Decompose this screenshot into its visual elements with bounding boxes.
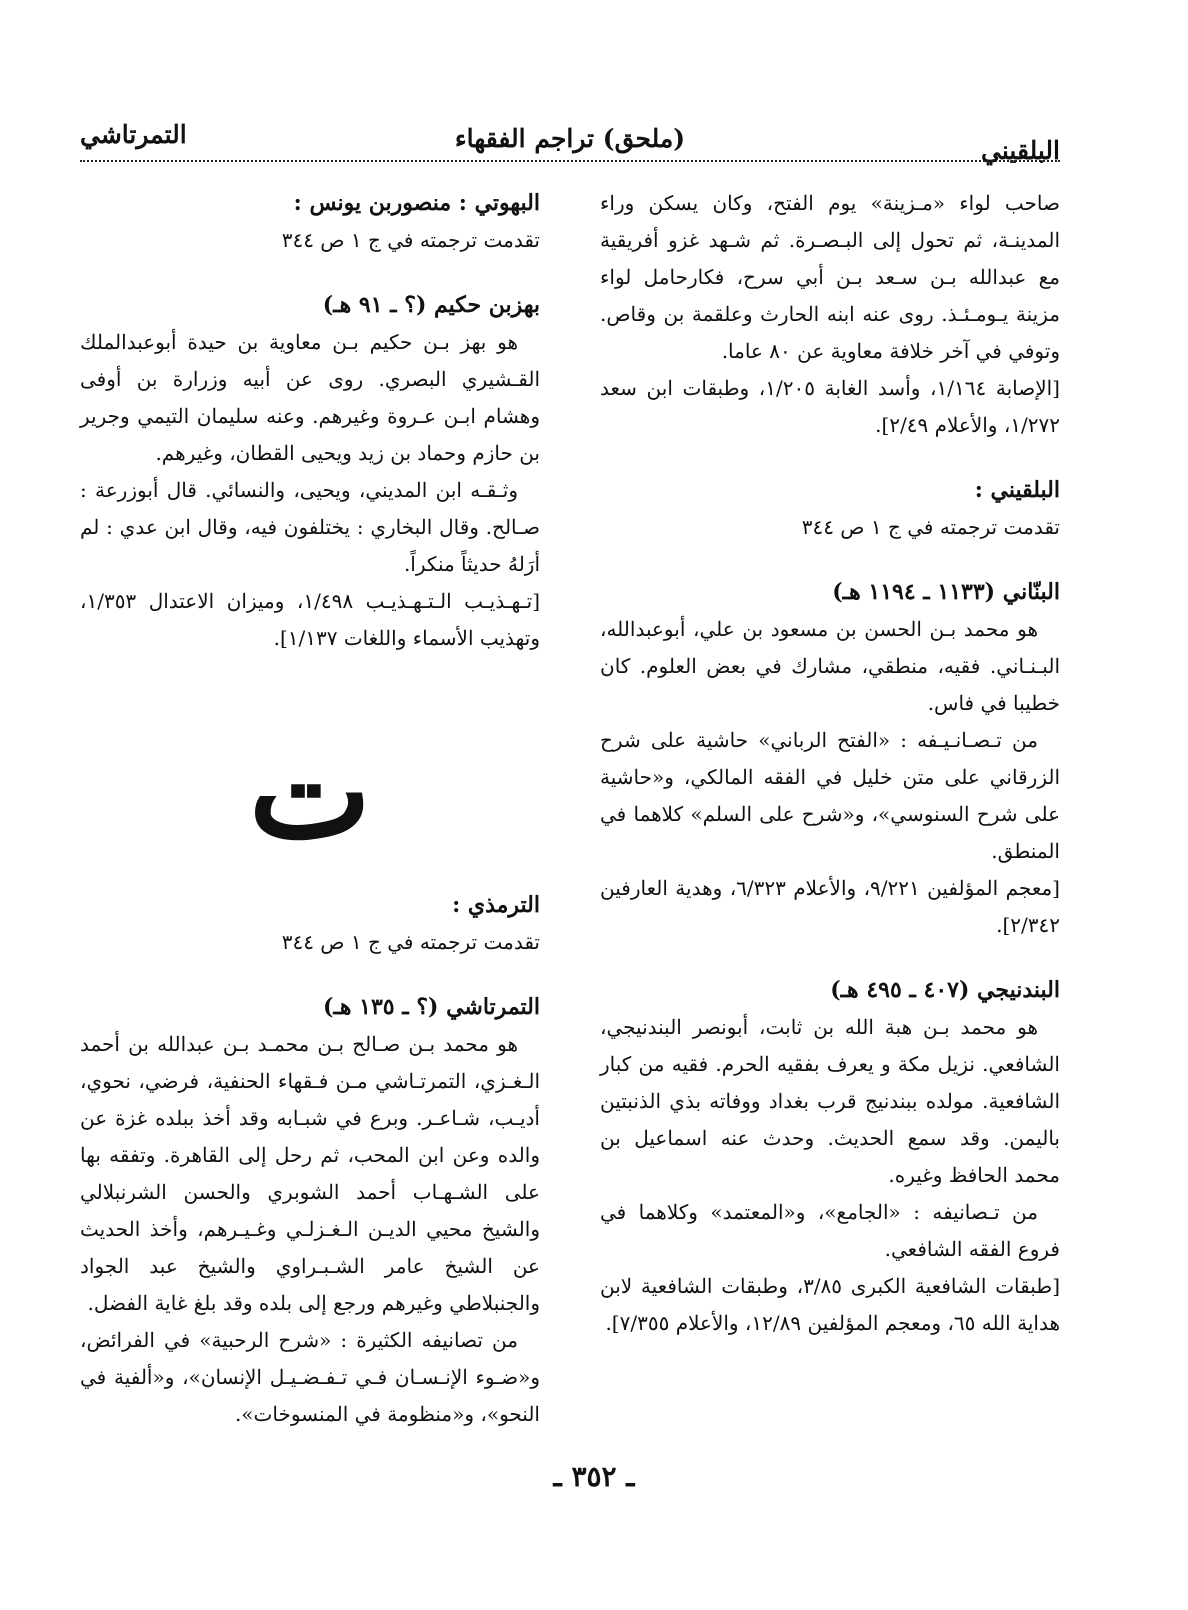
entry-paragraph: من تـصـانـيـفه : «الفتح الرباني» حاشية على شرح الزرقاني على متن خليل في الفقه المالكي، و«حاشية على شرح السنوسي»، و«شرح على السلم» كلاهما في المنطق. [600, 728, 1060, 863]
header-right-headword: البلقيني [981, 136, 1060, 165]
entry-paragraph: من تـصانيفه : «الجامع»، و«المعتمد» وكلاهما في فروع الفقه الشافعي. [600, 1200, 1060, 1261]
header-left-headword: التمرتاشي [80, 120, 187, 149]
entry-bahuti [80, 185, 540, 259]
entry-timurtashi [80, 989, 540, 1433]
entry-tirmidhi [80, 887, 540, 961]
entry-paragraph: وثـقـه ابن المديني، ويحيى، والنسائي. قال أبوزرعة : صـالح. وقال البخاري : يختلفون فيه، وقال ابن عدي : لم أرَلهُ حديثاً منكراً. [80, 478, 540, 576]
entry-bandaniji [600, 972, 1060, 1342]
entry-paragraph: هو محمد بـن الحسن بن مسعود بن علي، أبوعبدالله، البـنـاني. فقيه، منطقي، مشارك في بعض العلوم. كان خطيبا في فاس. [600, 617, 1060, 715]
entry-continued [600, 185, 1060, 444]
entry-paragraph: هو بهز بـن حكيم بـن معاوية بن حيدة أبوعبدالملك القـشيري البصري. روى عن أبيه وزرارة بن أوفى وهشام ابـن عـروة وغيرهم. وعنه سليمان التيمي وجرير بن حازم وحماد بن زيد ويحيى القطان، وغيرهم. [80, 330, 540, 465]
entry-paragraph: من تصانيفه الكثيرة : «شرح الرحبية» في الفرائض، و«ضـوء الإنـسـان فـي تـفـضـيـل الإنسان»، و«ألفية في النحو»، و«منظومة في المنسوخات». [80, 1328, 540, 1426]
entry-bulqini [600, 472, 1060, 546]
page-header [80, 110, 1060, 166]
entry-title: البندنيجي (٤٠٧ ـ ٤٩٥ هـ) [830, 977, 1060, 1003]
entry-bahz [80, 287, 540, 657]
section-letter-block [80, 717, 540, 867]
entry-paragraph: تقدمت ترجمته في ج ١ ص ٣٤٤ [281, 930, 540, 954]
entry-title: البلقيني : [974, 477, 1060, 503]
left-column [80, 185, 540, 1461]
header-title: (ملحق) تراجم الفقهاء [454, 124, 686, 153]
entry-references: [الإصابة ١/١٦٤، وأسد الغابة ١/٢٠٥، وطبقات ابن سعد ١/٢٧٢، والأعلام ٢/٤٩]. [600, 376, 1060, 437]
page-number: ـ ٣٥٢ ـ [553, 1460, 635, 1493]
header-dotted-rule [80, 160, 1060, 162]
entry-title: الترمذي : [452, 892, 540, 918]
entry-paragraph: تقدمت ترجمته في ج ١ ص ٣٤٤ [281, 228, 540, 252]
entry-references: [تـهـذيـب الـتـهـذيـب ١/٤٩٨، وميزان الاعتدال ١/٣٥٣، وتهذيب الأسماء واللغات ١/١٣٧]. [80, 589, 540, 650]
entry-references: [معجم المؤلفين ٩/٢٢١، والأعلام ٦/٣٢٣، وهدية العارفين ٢/٣٤٢]. [600, 876, 1060, 937]
entry-title: البهوتي : منصوربن يونس : [293, 190, 540, 216]
entry-title: البنّاني (١١٣٣ ـ ١١٩٤ هـ) [832, 579, 1060, 605]
section-letter: ت [248, 715, 372, 868]
entry-title: بهزبن حكيم (؟ ـ ٩١ هـ) [322, 292, 540, 318]
entry-references: [طبقات الشافعية الكبرى ٣/٨٥، وطبقات الشافعية لابن هداية الله ٦٥، ومعجم المؤلفين ١٢/٨٩، والأعلام ٧/٣٥٥]. [600, 1274, 1060, 1335]
right-column [600, 185, 1060, 1370]
entry-paragraph: تقدمت ترجمته في ج ١ ص ٣٤٤ [801, 515, 1060, 539]
entry-paragraph: هو محمد بـن هبة الله بن ثابت، أبونصر البندنيجي، الشافعي. نزيل مكة و يعرف بفقيه الحرم. فقيه من كبار الشافعية. مولده ببندنيج قرب بغداد ووفاته بذي الذنبتين باليمن. وقد سمع الحديث. وحدث عنه اسماعيل بن محمد الحافظ وغيره. [600, 1015, 1061, 1187]
entry-bannani [600, 574, 1060, 944]
entry-title: التمرتاشي (؟ ـ ١٣٥ هـ) [323, 994, 540, 1020]
entry-paragraph: هو محمد بـن صـالح بـن محمـد بـن عبدالله بن أحمد الـغـزي، التمرتـاشي مـن فـقهاء الحنفية، فرضي، نحوي، أديـب، شـاعـر. وبرع في شبـابه وقد أخذ ببلده غزة عن والده وعن ابن المحب، ثم رحل إلى القاهرة. وتفقه بها على الشـهـاب أحمد الشوبري والحسن الشرنبلالي والشيخ محيي الديـن الـغـزلـي وغـيـرهم، وأخذ الحديث عن الشيخ عامر الشـبـراوي والشيخ عبد الجواد والجنبلاطي وغيرهم ورجع إلى بلده وقد بلغ غاية الفضل. [80, 1032, 540, 1315]
entry-paragraph: صاحب لواء «مـزينة» يوم الفتح، وكان يسكن وراء المدينـة، ثم تحول إلى البـصـرة. ثم شـهد غزو أفريقية مع عبدالله بـن سـعد بـن أبي سرح، فكارحامل لواء مزينة يـومـئـذ. روى عنه ابنه الحارث وعلقمة بن وقاص. وتوفي في آخر خلافة معاوية عن ٨٠ عاما. [600, 191, 1060, 363]
